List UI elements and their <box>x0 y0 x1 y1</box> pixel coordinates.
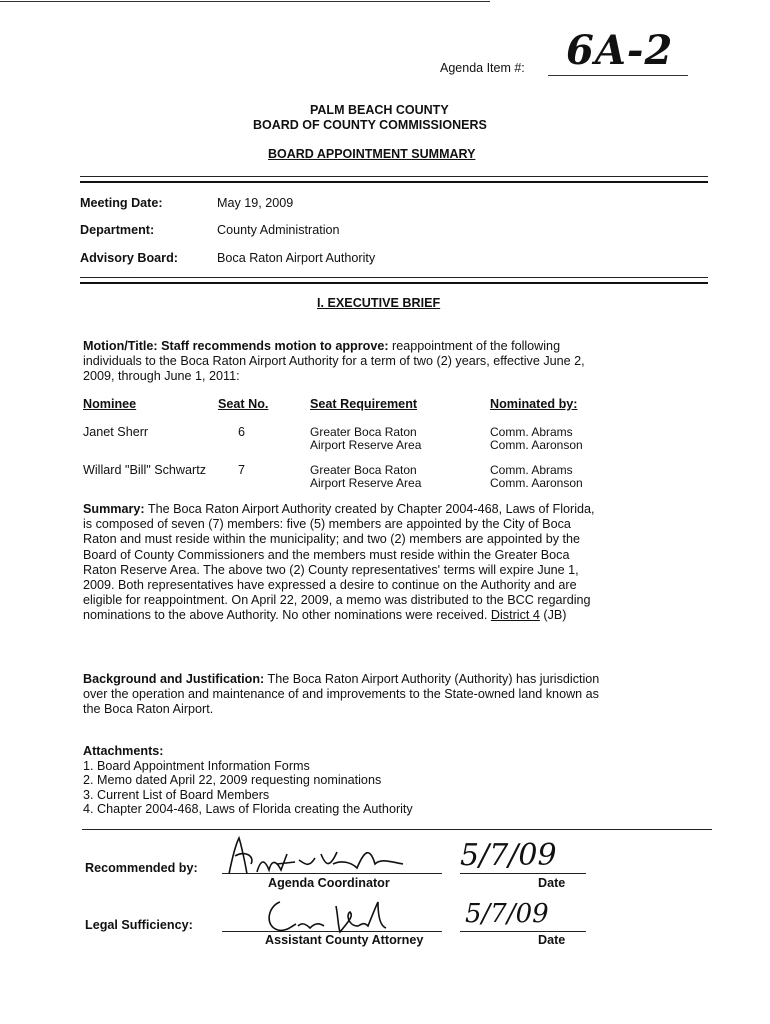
col-header-nominated-by: Nominated by: <box>490 397 578 411</box>
background-line-1: Background and Justification: The Boca Raton Airport Authority (Authority) has jurisdiction <box>83 672 600 686</box>
document-title: BOARD APPOINTMENT SUMMARY <box>268 147 476 161</box>
attachment-item: 3. Current List of Board Members <box>83 787 270 802</box>
summary-line-5: Raton Reserve Area. The above two (2) County representatives' terms will expire June 1, <box>83 562 579 577</box>
agenda-item-underline <box>548 75 688 76</box>
motion-line-1 <box>83 339 560 353</box>
summary-line-6: 2009. Both representatives have expressed a desire to continue on the Authority and are <box>83 578 577 593</box>
department-label: Department: <box>80 223 155 237</box>
summary-line-2: is composed of seven (7) members: five (5) members are appointed by the City of Boca <box>83 517 571 532</box>
attachments-label: Attachments: <box>83 744 164 758</box>
summary-label: Summary: <box>83 502 145 516</box>
board-name: BOARD OF COUNTY COMMISSIONERS <box>253 118 487 132</box>
summary-line-4: Board of County Commissioners and the members must reside within the Greater Boca <box>83 547 570 562</box>
advisory-board-value: Boca Raton Airport Authority <box>217 251 376 265</box>
motion-line1-rest: reappointment of the following <box>392 339 561 353</box>
background-label: Background and Justification: <box>83 672 265 686</box>
nominee-name: Janet Sherr <box>83 425 149 439</box>
top-edge-line <box>0 1 490 2</box>
recommended-date-label: Date <box>538 876 566 890</box>
attachment-item: 1. Board Appointment Information Forms <box>83 758 310 773</box>
seat-number: 7 <box>238 463 246 477</box>
summary-line-1: Summary: The Boca Raton Airport Authority created by Chapter 2004-468, Laws of Florida, <box>83 502 595 516</box>
motion-line-2: individuals to the Boca Raton Airport Authority for a term of two (2) years, effective June 2, <box>83 354 585 368</box>
legal-date-line <box>460 931 586 932</box>
agenda-item-number: 6A-2 <box>566 27 674 74</box>
rule-1a <box>80 176 708 177</box>
seat-requirement-2: Airport Reserve Area <box>310 476 422 490</box>
summary-line-7: eligible for reappointment. On April 22, 2009, a memo was distributed to the BCC regarding <box>83 593 591 608</box>
nominated-by-1: Comm. Abrams <box>490 425 573 439</box>
motion-lead: Staff recommends motion to approve: <box>161 339 389 353</box>
nominated-by-2: Comm. Aaronson <box>490 476 583 490</box>
seat-number: 6 <box>238 425 246 439</box>
nominee-name: Willard "Bill" Schwartz <box>83 463 207 477</box>
meeting-date-label: Meeting Date: <box>80 196 163 210</box>
legal-date-label: Date <box>538 933 566 947</box>
summary-line-3: Raton and must reside within the municipality; and two (2) members are appointed by the <box>83 532 581 547</box>
summary-line-8: nominations to the above Authority. No other nominations were received. District 4 (JB) <box>83 608 567 623</box>
recommended-date: 5/7/09 <box>460 838 557 873</box>
legal-title: Assistant County Attorney <box>265 933 424 947</box>
attachment-item: 2. Memo dated April 22, 2009 requesting nominations <box>83 773 382 787</box>
col-header-nominee: Nominee <box>83 397 137 411</box>
seat-requirement-2: Airport Reserve Area <box>310 438 422 452</box>
agenda-item-label: Agenda Item #: <box>440 61 525 75</box>
col-header-seat: Seat No. <box>218 397 269 411</box>
background-line-3: the Boca Raton Airport. <box>83 702 214 717</box>
attachment-item: 4. Chapter 2004-468, Laws of Florida creating the Authority <box>83 802 413 816</box>
meeting-date-value: May 19, 2009 <box>217 196 294 210</box>
recommended-by-label: Recommended by: <box>85 861 198 875</box>
motion-line-3: 2009, through June 1, 2011: <box>83 369 240 383</box>
recommended-title: Agenda Coordinator <box>268 876 390 890</box>
advisory-board-label: Advisory Board: <box>80 251 178 265</box>
recommended-date-line <box>460 873 586 874</box>
legal-sufficiency-label: Legal Sufficiency: <box>85 918 193 932</box>
seat-requirement-1: Greater Boca Raton <box>310 463 417 477</box>
rule-3 <box>82 829 712 830</box>
legal-date: 5/7/09 <box>465 899 549 929</box>
summary-paragraph <box>83 502 713 624</box>
department-value: County Administration <box>217 223 340 237</box>
rule-2b <box>80 282 708 284</box>
motion-label: Motion/Title: <box>83 339 158 353</box>
section-title: I. EXECUTIVE BRIEF <box>317 296 441 310</box>
background-line-2: over the operation and maintenance of and improvements to the State-owned land known as <box>83 687 599 702</box>
col-header-requirement: Seat Requirement <box>310 397 418 411</box>
background-paragraph <box>83 672 713 718</box>
county-name: PALM BEACH COUNTY <box>310 103 449 117</box>
initials: (JB) <box>543 608 567 623</box>
district-label: District 4 <box>490 608 540 623</box>
attachments-section <box>83 744 713 817</box>
nominated-by-2: Comm. Aaronson <box>490 438 583 452</box>
rule-1b <box>80 181 708 183</box>
seat-requirement-1: Greater Boca Raton <box>310 425 417 439</box>
rule-2a <box>80 277 708 278</box>
nominated-by-1: Comm. Abrams <box>490 463 573 477</box>
